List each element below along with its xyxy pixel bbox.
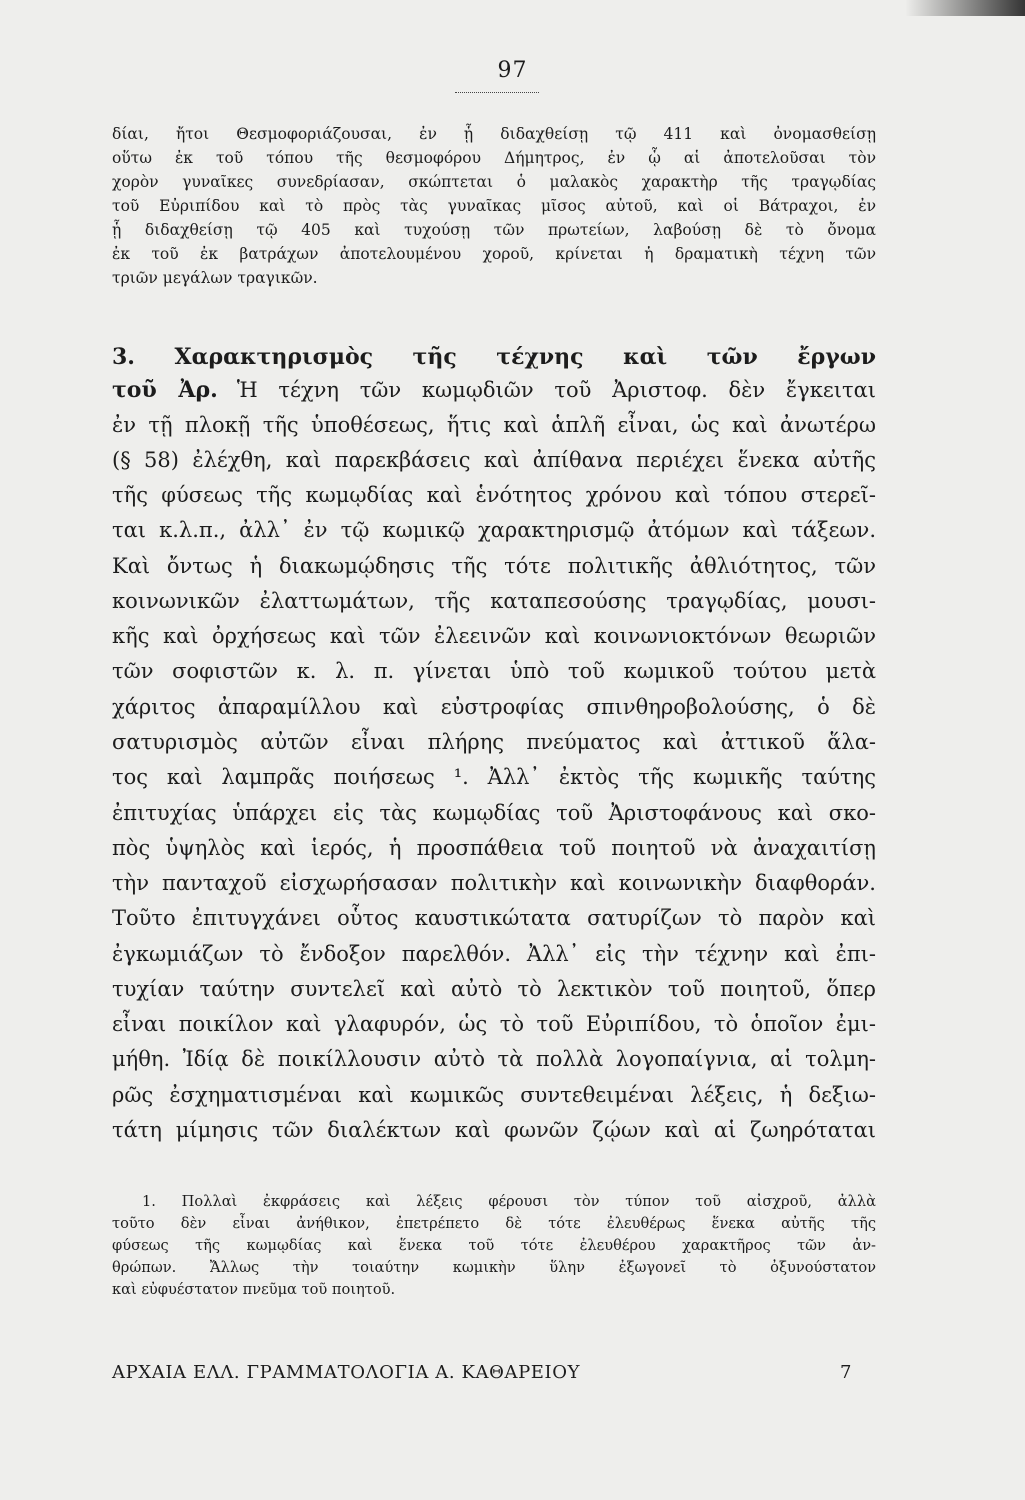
footnote-line: θρώπων. Ἄλλως τὴν τοιαύτην κωμικὴν ὕλην ἐξωγονεῖ τὸ ὀξυνούστατον [112,1259,876,1276]
signature-mark: 7 [839,1362,852,1383]
section-heading-continuation [112,373,876,409]
book-title: ΑΡΧΑΙΑ ΕΛΛ. ΓΡΑΜΜΑΤΟΛΟΓΙΑ Α. ΚΑΘΑΡΕΙΟΥ [112,1362,581,1383]
footnote-line: καὶ εὐφυέστατον πνεῦμα τοῦ ποιητοῦ. [112,1281,396,1298]
text-line: τριῶν μεγάλων τραγικῶν. [112,269,318,287]
text-line: τυχίαν ταύτην συντελεῖ καὶ αὐτὸ τὸ λεκτικὸν τοῦ ποιητοῦ, ὅπερ [112,977,876,1001]
footnote-line: τοῦτο δὲν εἶναι ἀνήθικον, ἐπετρέπετο δὲ τότε ἐλευθέρως ἕνεκα αὐτῆς τῆς [112,1215,876,1232]
text-line: τος καὶ λαμπρᾶς ποιήσεως ¹. Ἀλλ᾽ ἐκτὸς τῆς κωμικῆς ταύτης [112,765,876,789]
page-number-rule [455,92,539,93]
footnote-line: φύσεως τῆς κωμῳδίας καὶ ἕνεκα τοῦ τότε ἐλευθέρου χαρακτῆρος τῶν ἀν- [112,1237,876,1254]
text-line: κοινωνικῶν ἐλαττωμάτων, τῆς καταπεσούσης τραγῳδίας, μουσι- [112,589,876,613]
text-line: ται κ.λ.π., ἀλλ᾽ ἐν τῷ κωμικῷ χαρακτηρισμῷ ἀτόμων καὶ τάξεων. [112,518,876,542]
text-line: κῆς καὶ ὀρχήσεως καὶ τῶν ἐλεεινῶν καὶ κοινωνιοκτόνων θεωριῶν [112,624,876,648]
text-line: χορὸν γυναῖκες συνεδρίασαν, σκώπτεται ὁ μαλακὸς χαρακτὴρ τῆς τραγῳδίας [112,173,876,191]
section-first-sentence: Ἡ τέχνη τῶν κωμῳδιῶν τοῦ Ἀριστοφ. δὲν ἔγκειται [236,378,876,402]
text-line: χάριτος ἀπαραμίλλου καὶ εὐστροφίας σπινθηροβολούσης, ὁ δὲ [112,695,876,719]
scan-edge-shadow [905,0,1025,16]
text-line: μήθη. Ἰδίᾳ δὲ ποικίλλουσιν αὐτὸ τὰ πολλὰ λογοπαίγνια, αἱ τολμη- [112,1047,876,1071]
text-line: τὴν πανταχοῦ εἰσχωρήσασαν πολιτικὴν καὶ κοινωνικὴν διαφθοράν. [112,871,876,895]
page-footer [112,1362,852,1383]
text-line: ρῶς ἐσχηματισμέναι καὶ κωμικῶς συντεθειμέναι λέξεις, ἡ δεξιω- [112,1083,876,1107]
text-line: ᾗ διδαχθείσῃ τῷ 405 καὶ τυχούσῃ τῶν πρωτείων, λαβούσῃ δὲ τὸ ὄνομα [112,221,876,239]
text-line: ἐπιτυχίας ὑπάρχει εἰς τὰς κωμῳδίας τοῦ Ἀριστοφάνους καὶ σκο- [112,801,876,825]
text-line: ἐγκωμιάζων τὸ ἔνδοξον παρελθόν. Ἀλλ᾽ εἰς τὴν τέχνην καὶ ἐπι- [112,942,876,966]
section-heading-end: τοῦ Ἀρ. [112,377,218,403]
text-line: δίαι, ἤτοι Θεσμοφοριάζουσαι, ἐν ᾗ διδαχθείσῃ τῷ 411 καὶ ὀνομασθείσῃ [112,125,876,143]
text-line: (§ 58) ἐλέχθη, καὶ παρεκβάσεις καὶ ἀπίθανα περιέχει ἕνεκα αὐτῆς [112,448,876,472]
text-line: τάτη μίμησις τῶν διαλέκτων καὶ φωνῶν ζῴων καὶ αἱ ζωηρόταται [112,1118,876,1142]
page-number: 97 [497,58,528,83]
text-line: οὕτω ἐκ τοῦ τόπου τῆς θεσμοφόρου Δήμητρος, ἐν ᾧ αἱ ἀποτελοῦσαι τὸν [112,149,876,167]
text-line: πὸς ὑψηλὸς καὶ ἱερός, ἡ προσπάθεια τοῦ ποιητοῦ νὰ ἀναχαιτίσῃ [112,836,876,860]
text-line: Καὶ ὄντως ἡ διακωμῴδησις τῆς τότε πολιτικῆς ἀθλιότητος, τῶν [112,554,876,578]
text-line: σατυρισμὸς αὐτῶν εἶναι πλήρης πνεύματος καὶ ἀττικοῦ ἅλα- [112,730,876,754]
footnote-line: 1. Πολλαὶ ἐκφράσεις καὶ λέξεις φέρουσι τὸν τύπον τοῦ αἰσχροῦ, ἀλλὰ [142,1193,876,1210]
section-heading: 3. Χαρακτηρισμὸς τῆς τέχνης καὶ τῶν ἔργων [112,344,876,370]
text-line: εἶναι ποικίλον καὶ γλαφυρόν, ὡς τὸ τοῦ Εὐριπίδου, τὸ ὁποῖον ἐμι- [112,1012,876,1036]
text-line: τοῦ Εὐριπίδου καὶ τὸ πρὸς τὰς γυναῖκας μῖσος αὐτοῦ, καὶ οἱ Βάτραχοι, ἐν [112,197,876,215]
text-line: τῶν σοφιστῶν κ. λ. π. γίνεται ὑπὸ τοῦ κωμικοῦ τούτου μετὰ [112,659,876,683]
text-line: τῆς φύσεως τῆς κωμῳδίας καὶ ἑνότητος χρόνου καὶ τόπου στερεῖ- [112,483,876,507]
text-line: ἐν τῇ πλοκῇ τῆς ὑποθέσεως, ἥτις καὶ ἁπλῆ εἶναι, ὡς καὶ ἀνωτέρω [112,413,876,437]
text-line: Τοῦτο ἐπιτυγχάνει οὗτος καυστικώτατα σατυρίζων τὸ παρὸν καὶ [112,906,876,930]
text-line: ἐκ τοῦ ἐκ βατράχων ἀποτελουμένου χοροῦ, κρίνεται ἡ δραματικὴ τέχνη τῶν [112,245,876,263]
